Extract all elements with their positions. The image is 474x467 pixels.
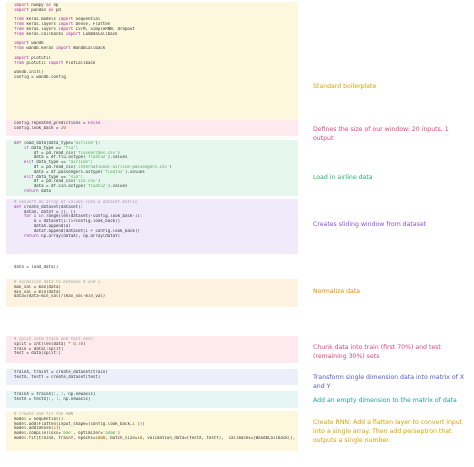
code-line: def create_dataset(dataset): bbox=[14, 204, 84, 209]
annotation-sliding-window: Creates sliding window from dataset bbox=[313, 221, 427, 228]
code-line: df = pd.read_csv('flusearches.csv') bbox=[33, 150, 121, 155]
code-line: testX = testX[:, :, np.newaxis] bbox=[14, 396, 91, 401]
code-line: trainX, trainY = create_dataset(train) bbox=[14, 370, 108, 374]
code-block-sliding bbox=[6, 200, 298, 238]
code-block-window bbox=[6, 121, 298, 131]
code-line: model.fit(trainX, trainY, epochs=1000, batch_size=10, validation_data=(testX, testY), callbacks=[WandbCallback(), bbox=[14, 435, 296, 440]
code-line: return data bbox=[23, 188, 51, 193]
annotation-transform: Transform single dimension data into matrix of X and Y bbox=[313, 374, 465, 390]
code-line: import numpy as np bbox=[14, 3, 59, 7]
annotation-window-size: Defines the size of our window: 20 inputs, 1 output bbox=[313, 126, 449, 142]
code-line: return np.array(dataX), np.array(dataY) bbox=[23, 233, 121, 238]
annotation-load-airline: Load in airline data bbox=[313, 174, 373, 181]
section-newaxis bbox=[6, 391, 298, 408]
code-line: from keras.callbacks import LambdaCallback bbox=[14, 31, 118, 36]
code-line: wandb.init() bbox=[14, 70, 44, 75]
code-block-loaddata bbox=[6, 265, 298, 270]
section-create-rnn bbox=[6, 411, 298, 451]
code-line: min_val = min(data) bbox=[14, 289, 61, 294]
code-block-rnn bbox=[6, 412, 298, 441]
code-line: # split into train and test sets bbox=[14, 337, 93, 341]
code-line: for i in range(len(dataset)-config.look_back-1): bbox=[23, 214, 143, 219]
section-split bbox=[6, 336, 298, 363]
code-line: # normalize data to between 0 and 1 bbox=[14, 280, 101, 284]
code-line: data = df.flu.astype('float32').values bbox=[33, 155, 128, 160]
code-line: config.look_back = 20 bbox=[14, 125, 66, 130]
code-line: from plotutil import PlotCallback bbox=[14, 60, 96, 65]
code-line: max_val = max(data) bbox=[14, 284, 61, 289]
code-line: from keras.layers import Dense, Flatten bbox=[14, 22, 111, 27]
code-line: train = data[:split] bbox=[14, 346, 64, 351]
code-line: testX, testY = create_dataset(test) bbox=[14, 374, 101, 379]
code-line: a = dataset[i:(i+config.look_back)] bbox=[33, 219, 121, 224]
code-line: data = df.passengers.astype('float32').values bbox=[33, 169, 145, 174]
code-line: split = int(len(data) * 0.70) bbox=[14, 341, 86, 346]
code-block-newaxis bbox=[6, 392, 298, 402]
annotation-newaxis: Add an empty dimension to the matrix of data bbox=[313, 397, 457, 404]
code-line: if data_type == "flu": bbox=[23, 145, 79, 150]
code-line: import pandas as pd bbox=[14, 7, 61, 12]
code-line: # create and fit the RNN bbox=[14, 412, 74, 416]
code-line: import plotutil bbox=[14, 55, 51, 60]
code-line: from keras.models import Sequential bbox=[14, 17, 101, 22]
code-line: from wandb.keras import WandbCallback bbox=[14, 46, 106, 51]
code-line: df = pd.read_csv('sin.csv') bbox=[33, 179, 101, 184]
section-load-data bbox=[6, 264, 298, 274]
code-line: elif data_type == "sin": bbox=[23, 174, 84, 179]
code-line: config.repeated_predictions = False bbox=[14, 121, 101, 125]
annotation-split: Chunk data into train (first 70%) and test (remaining 30%) sets bbox=[313, 344, 441, 360]
code-block-airline bbox=[6, 141, 298, 194]
section-window-size bbox=[6, 120, 298, 136]
code-block-split bbox=[6, 337, 298, 356]
code-line: elif data_type == "airline": bbox=[23, 160, 93, 165]
code-line: model.add(Dense(1)) bbox=[14, 426, 61, 431]
code-line: dataX.append(a) bbox=[33, 223, 71, 228]
code-line: data = load_data() bbox=[14, 265, 59, 269]
section-boilerplate bbox=[6, 2, 298, 134]
section-sliding-window bbox=[6, 199, 298, 254]
code-line: def load_data(data_type="airline"): bbox=[14, 141, 101, 145]
code-block-transform bbox=[6, 370, 298, 380]
section-load-airline bbox=[6, 140, 298, 196]
annotation-create-rnn: Create RNN: Add a flatten layer to convert input into a single array. Then add perseptron that outputs a single number. bbox=[313, 419, 463, 444]
code-line: data = df.sin.astype('float32').values bbox=[33, 184, 128, 189]
section-transform bbox=[6, 369, 298, 385]
section-normalize bbox=[6, 279, 298, 307]
code-line: model.compile(loss='mae', optimizer='adam') bbox=[14, 431, 121, 436]
code-block-boilerplate bbox=[6, 3, 298, 80]
code-block-normalize bbox=[6, 280, 298, 299]
code-line: df = pd.read_csv('international-airline-passengers.csv') bbox=[33, 164, 172, 169]
code-line: # convert an array of values into a dataset matrix bbox=[14, 200, 138, 204]
code-line: trainX = trainX[:, :, np.newaxis] bbox=[14, 392, 96, 396]
annotation-boilerplate: Standard boilerplate bbox=[313, 83, 377, 90]
code-line: dataX, dataY = [], [] bbox=[23, 209, 76, 214]
code-line: import wandb bbox=[14, 41, 44, 46]
code-line: dataY.append(dataset[i + config.look_back]) bbox=[33, 228, 140, 233]
code-line: model.add(Flatten(input_shape=(config.look_back,1 ))) bbox=[14, 421, 145, 426]
code-line: data=(data-min_val)/(max_val-min_val) bbox=[14, 294, 106, 299]
annotation-normalize: Normalize data bbox=[313, 288, 361, 295]
code-line: model = Sequential() bbox=[14, 416, 64, 421]
code-line: config = wandb.config bbox=[14, 74, 66, 79]
code-line: test = data[split:] bbox=[14, 351, 61, 356]
code-line: from keras.layers import LSTM, SimpleRNN, Dropout bbox=[14, 26, 135, 31]
